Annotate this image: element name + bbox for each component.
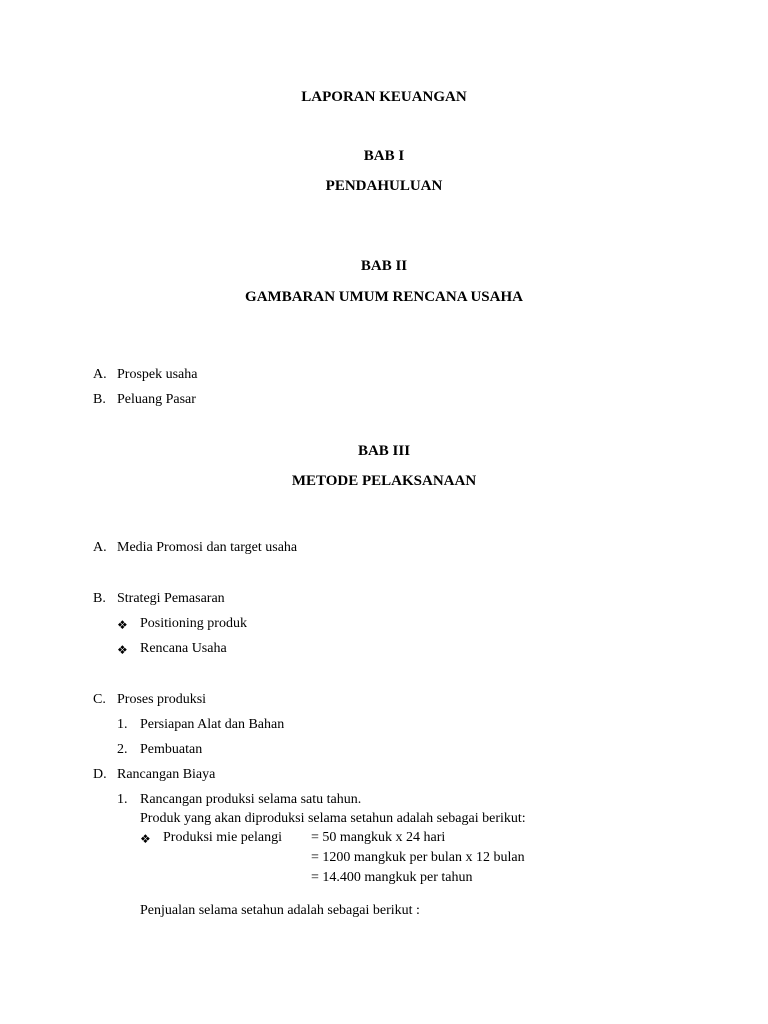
step-pembuatan: Pembuatan [140, 742, 203, 757]
bullet-rencana-usaha: Rencana Usaha [140, 641, 227, 656]
penjualan-line: Penjualan selama setahun adalah sebagai berikut : [140, 903, 420, 918]
list-marker: C. [93, 692, 106, 707]
bab2-number: BAB II [360, 258, 408, 274]
list-marker: B. [93, 591, 106, 606]
list-marker: A. [93, 367, 107, 382]
list-item-prospek-usaha: Prospek usaha [117, 367, 198, 382]
diamond-bullet-icon: ❖ [140, 832, 151, 846]
step-marker: 2. [117, 742, 128, 757]
list-item-rancangan-biaya: Rancangan Biaya [117, 767, 216, 782]
list-item-proses-produksi: Proses produksi [117, 692, 207, 707]
list-marker: A. [93, 540, 107, 555]
step-marker: 1. [117, 792, 128, 807]
step-persiapan-alat: Persiapan Alat dan Bahan [140, 717, 285, 732]
rancangan-produksi-line: Rancangan produksi selama satu tahun. [140, 792, 362, 807]
produksi-mie-label: Produksi mie pelangi [163, 830, 282, 845]
list-marker: B. [93, 392, 106, 407]
diamond-bullet-icon: ❖ [117, 618, 128, 632]
calc-line: = 14.400 mangkuk per tahun [311, 870, 473, 885]
bab2-title: GAMBARAN UMUM RENCANA USAHA [245, 289, 523, 305]
calc-line: = 1200 mangkuk per bulan x 12 bulan [311, 850, 525, 865]
produk-diproduksi-line: Produk yang akan diproduksi selama setahun adalah sebagai berikut: [140, 811, 526, 826]
diamond-bullet-icon: ❖ [117, 643, 128, 657]
calc-line: = 50 mangkuk x 24 hari [311, 830, 446, 845]
list-item-strategi-pemasaran: Strategi Pemasaran [117, 591, 225, 606]
list-item-media-promosi: Media Promosi dan target usaha [117, 540, 298, 555]
document-title: LAPORAN KEUANGAN [301, 89, 467, 105]
step-marker: 1. [117, 717, 128, 732]
bab3-title: METODE PELAKSANAAN [291, 473, 477, 489]
bullet-positioning-produk: Positioning produk [140, 616, 247, 631]
list-marker: D. [93, 767, 107, 782]
bab1-number: BAB I [363, 148, 405, 164]
bab3-number: BAB III [357, 443, 411, 459]
bab1-title: PENDAHULUAN [325, 178, 443, 194]
list-item-peluang-pasar: Peluang Pasar [117, 392, 196, 407]
